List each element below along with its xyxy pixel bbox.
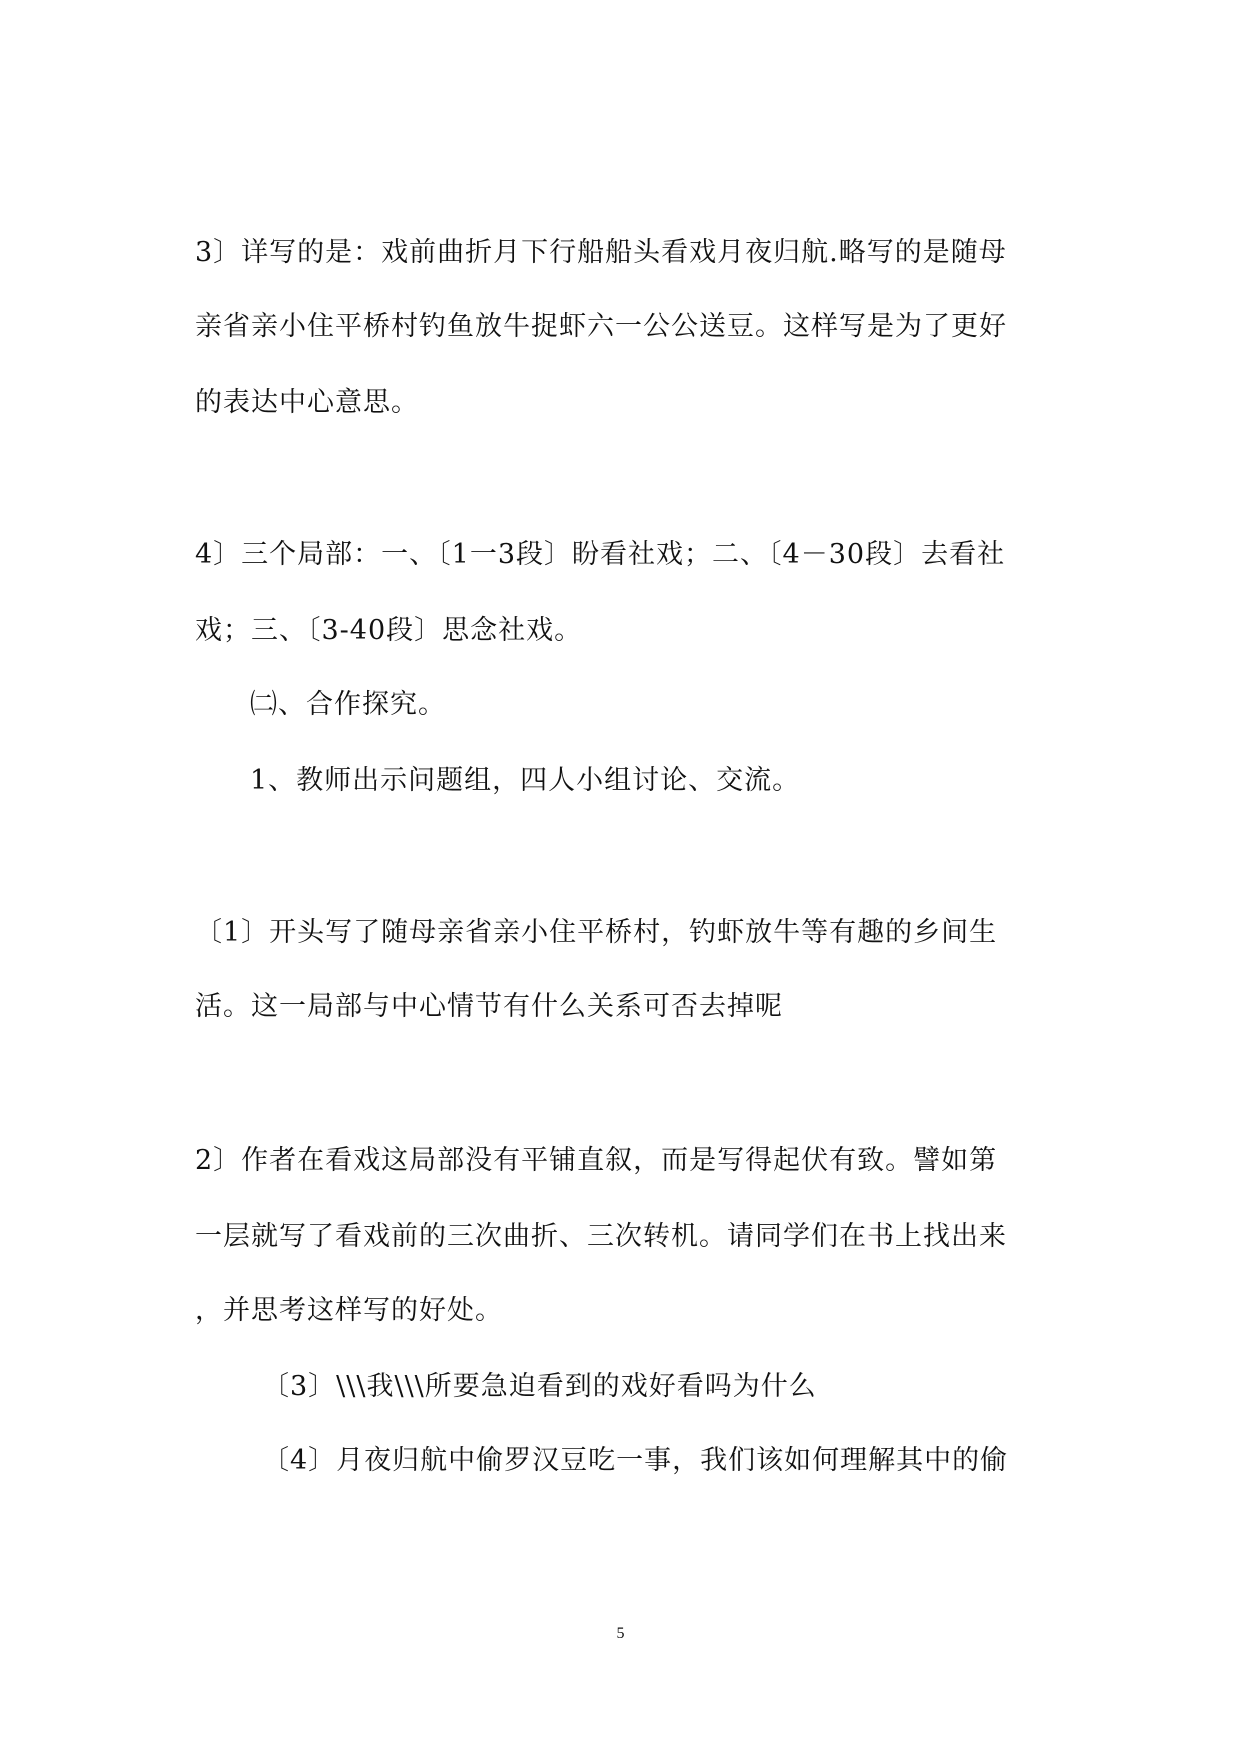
text-line: 〔1〕开头写了随母亲省亲小住平桥村，钓虾放牛等有趣的乡间生 <box>195 917 998 948</box>
text-line: 戏；三、〔3-40段〕思念社戏。 <box>195 615 583 646</box>
text-line: 的表达中心意思。 <box>195 387 419 418</box>
text-line: 〔4〕月夜归航中偷罗汉豆吃一事，我们该如何理解其中的偷 <box>262 1445 1009 1476</box>
text-line: 4〕三个局部：一、〔1一3段〕盼看社戏；二、〔4－30段〕去看社 <box>195 539 1006 570</box>
section-heading: ㈡、合作探究。 <box>250 689 446 720</box>
text-line: ，并思考这样写的好处。 <box>195 1295 503 1326</box>
text-line: 2〕作者在看戏这局部没有平铺直叙，而是写得起伏有致。譬如第 <box>195 1145 998 1176</box>
text-line: 亲省亲小住平桥村钓鱼放牛捉虾六一公公送豆。这样写是为了更好 <box>195 311 1007 342</box>
text-line: 1、教师出示问题组，四人小组讨论、交流。 <box>250 765 801 796</box>
text-line: 一层就写了看戏前的三次曲折、三次转机。请同学们在书上找出来 <box>195 1221 1007 1252</box>
text-line: 〔3〕\\\我\\\所要急迫看到的戏好看吗为什么 <box>262 1371 817 1402</box>
page-number: 5 <box>616 1625 625 1642</box>
text-line: 3〕详写的是：戏前曲折月下行船船头看戏月夜归航.略写的是随母 <box>195 237 1007 268</box>
text-line: 活。这一局部与中心情节有什么关系可否去掉呢 <box>195 991 783 1022</box>
